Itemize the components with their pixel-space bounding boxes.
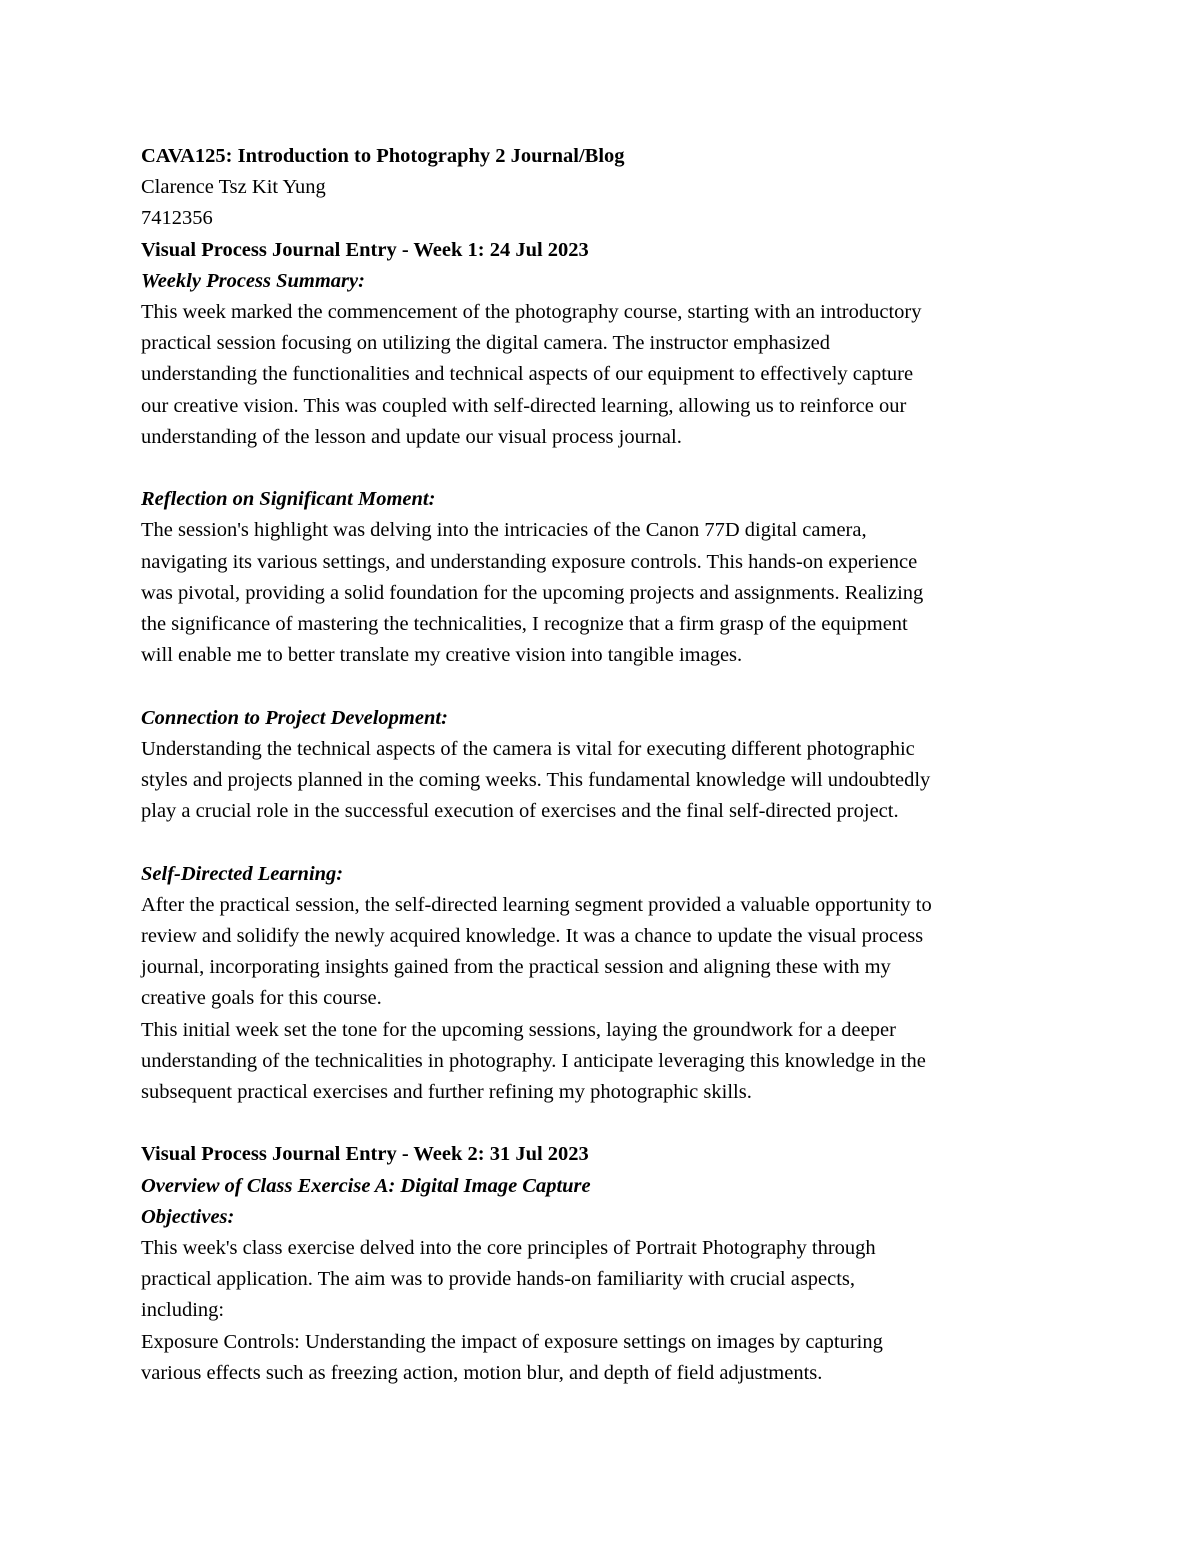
paragraph-line: journal, incorporating insights gained from the practical session and aligning these with my (141, 956, 891, 979)
paragraph-line: practical session focusing on utilizing the digital camera. The instructor emphasized (141, 332, 831, 355)
paragraph-line: our creative vision. This was coupled with self-directed learning, allowing us to reinforce our (141, 394, 907, 417)
week1-summary-heading: Weekly Process Summary: (141, 269, 365, 292)
paragraph-line: creative goals for this course. (141, 987, 382, 1010)
paragraph-spacer (141, 1108, 1061, 1139)
paragraph-line: will enable me to better translate my creative vision into tangible images. (141, 644, 743, 667)
week2-heading: Visual Process Journal Entry - Week 2: 31 Jul 2023 (141, 1143, 589, 1166)
paragraph-line: the significance of mastering the technicalities, I recognize that a firm grasp of the equipment (141, 613, 908, 636)
document-title: CAVA125: Introduction to Photography 2 Journal/Blog (141, 145, 625, 167)
paragraph-line: After the practical session, the self-directed learning segment provided a valuable opportunity to (141, 893, 932, 916)
paragraph-line: practical application. The aim was to provide hands-on familiarity with crucial aspects, (141, 1268, 856, 1291)
week1-connection-heading: Connection to Project Development: (141, 706, 448, 729)
paragraph-line: Exposure Controls: Understanding the impact of exposure settings on images by capturing (141, 1330, 883, 1353)
paragraph-line: understanding of the lesson and update our visual process journal. (141, 425, 682, 448)
week2-overview-heading: Overview of Class Exercise A: Digital Image Capture (141, 1174, 591, 1197)
paragraph-spacer (141, 827, 1061, 858)
paragraph-line: Understanding the technical aspects of the camera is vital for executing different photographic (141, 737, 915, 760)
paragraph-line: This week marked the commencement of the photography course, starting with an introductory (141, 301, 922, 324)
week2-objectives-heading: Objectives: (141, 1205, 235, 1228)
week1-reflection-heading: Reflection on Significant Moment: (141, 488, 436, 511)
paragraph-spacer (141, 453, 1061, 484)
paragraph-spacer (141, 671, 1061, 702)
paragraph-line: various effects such as freezing action, motion blur, and depth of field adjustments. (141, 1361, 823, 1384)
week1-self-directed-heading: Self-Directed Learning: (141, 862, 344, 885)
author-name: Clarence Tsz Kit Yung (141, 176, 326, 199)
paragraph-line: play a crucial role in the successful execution of exercises and the final self-directed project. (141, 800, 899, 823)
paragraph-line: navigating its various settings, and understanding exposure controls. This hands-on experience (141, 550, 918, 573)
paragraph-line: styles and projects planned in the coming weeks. This fundamental knowledge will undoubtedly (141, 769, 931, 792)
paragraph-line: This week's class exercise delved into the core principles of Portrait Photography through (141, 1237, 876, 1260)
paragraph-line: understanding the functionalities and technical aspects of our equipment to effectively capture (141, 363, 914, 386)
week1-heading: Visual Process Journal Entry - Week 1: 24 Jul 2023 (141, 238, 589, 261)
paragraph-line: understanding of the technicalities in photography. I anticipate leveraging this knowledge in the (141, 1049, 926, 1072)
paragraph-line: review and solidify the newly acquired knowledge. It was a chance to update the visual process (141, 925, 924, 948)
student-id: 7412356 (141, 207, 213, 230)
paragraph-line: was pivotal, providing a solid foundation for the upcoming projects and assignments. Realizing (141, 581, 924, 604)
paragraph-line: including: (141, 1299, 225, 1322)
paragraph-line: This initial week set the tone for the upcoming sessions, laying the groundwork for a deeper (141, 1018, 896, 1041)
paragraph-line: subsequent practical exercises and further refining my photographic skills. (141, 1081, 752, 1104)
document-page (141, 141, 1061, 1389)
paragraph-line: The session's highlight was delving into the intricacies of the Canon 77D digital camera, (141, 519, 867, 542)
